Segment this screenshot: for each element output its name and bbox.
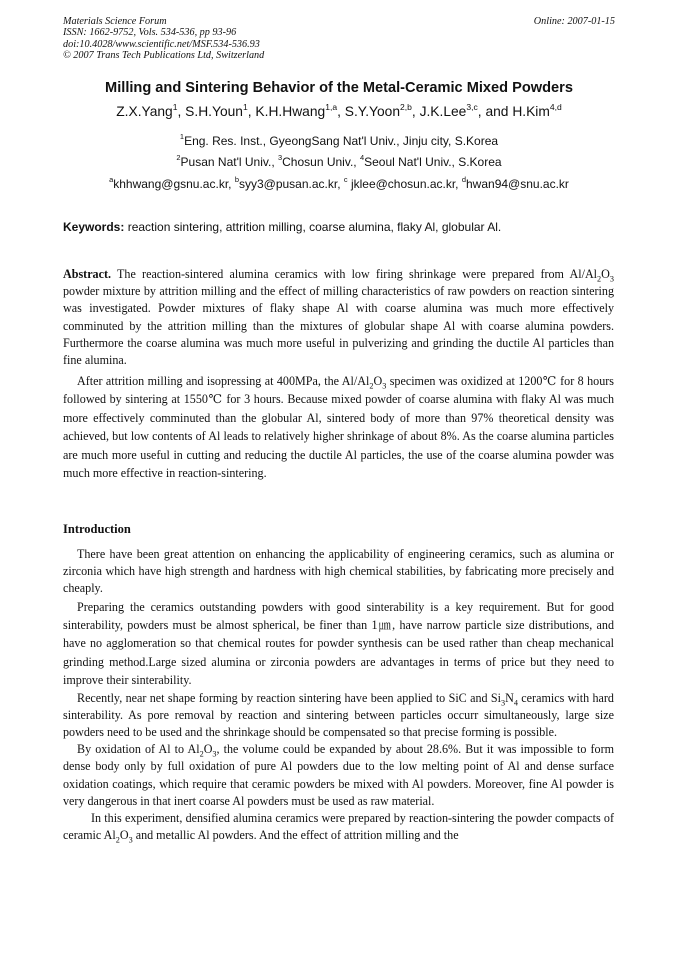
text-run: specimen was oxidized at 1200℃ for 8 hours followed by sintering at 1550℃ for 3 hours. Because mixed powder of coarse alumina with flaky Al was much more effectively comminuted than the globular Al, sintered body of more than 97% theoretical density was achieved, but low contents of Al leads to relatively higher shrinkage of about 8%. As the coarse alumina particles are much more useful in cutting and reducing the ductile Al particles, the use of the coarse alumina powder was much more effective in reaction-sintering.: [63, 374, 614, 481]
paper-title: Milling and Sintering Behavior of the Metal-Ceramic Mixed Powders: [105, 80, 573, 96]
subscript: 4: [513, 698, 518, 708]
text-run: and metallic Al powders. And the effect of attrition milling and the: [132, 828, 459, 843]
subscript: 3: [128, 835, 133, 845]
text-run: Recently, near net shape forming by reaction sintering have been applied to SiC and Si: [77, 690, 501, 705]
subscript: 2: [369, 381, 374, 391]
text-run: powder mixture by attrition milling and the effect of milling characteristics of raw powders on reaction sintering was investigated. Powder mixtures of flaky shape Al with coarse alumina was much more effectively comminuted by the attrition milling than the mixtures of globular shape Al with coarse alumina powders. Furthermore the coarse alumina was much more useful in pulverizing and grinding the ductile Al particles than fine alumina.: [63, 284, 614, 368]
subscript: 2: [199, 749, 204, 759]
subscript: 3: [501, 698, 506, 708]
author-sup: 4,d: [549, 101, 562, 112]
text-run: O: [119, 828, 129, 843]
text-run: By oxidation of Al to Al: [77, 742, 200, 757]
subscript: 2: [597, 274, 602, 284]
keywords: [63, 220, 623, 234]
issn-line: ISSN: 1662-9752, Vols. 534-536, pp 93-96: [63, 27, 237, 39]
intro-paragraph-5: [63, 810, 614, 844]
text-run: ceramics with hard sinterability. As pore removal by reaction and sintering between particles occurr simultaneously, large size powders need to be used and the shrinkage should be compensated so that precise forming is possible.: [63, 690, 614, 740]
intro-paragraph-2: Preparing the ceramics outstanding powders with good sinterability is a key requirement. But for good sinterability, powders must be almost spherical, be finer than 1㎛, have narrow particle size distributions, and have no agglomeration so that chemical routes for powder synthesis can be used rather than cheap mechanical grinding method.Large sized alumina or zirconia powders are advantages in terms of price but they need to improve their sinterability.: [63, 599, 614, 688]
author-sup: 1,a: [325, 101, 338, 112]
journal-name: Materials Science Forum: [63, 16, 167, 27]
affiliation-text: Seoul Nat'l Univ., S.Korea: [364, 155, 502, 169]
email-line: $^a$khhwang@gsnu.ac.kr, $^b$syy3@pusan.ac.kr, $^c$ jklee@chosun.ac.kr, $^d$hwan94@snu.ac.kr: [109, 175, 569, 191]
subscript: 3: [609, 274, 614, 284]
text-run: O: [203, 742, 213, 757]
text-run: In this experiment, densified alumina ceramics were prepared by reaction-sintering the powder compacts of ceramic Al: [63, 811, 614, 843]
journal-header: [63, 16, 615, 61]
email-link[interactable]: hwan94@snu.ac.kr: [466, 177, 569, 191]
subscript: 3: [212, 749, 217, 759]
intro-paragraph-1: There have been great attention on enhancing the applicability of engineering ceramics, such as alumina or zirconia which have high strength and hardness with high chemical stabilities, by fabricating more precisely and cheaply.: [63, 547, 614, 596]
author-list: Z.X.Yang$^1$, S.H.Youn$^1$, K.H.Hwang$^{1,a}$, S.Y.Yoon$^{2,b}$, J.K.Lee$^{3,c}$, and H.Kim$^{4,d}$: [116, 101, 562, 119]
author-name: S.H.Youn: [185, 104, 243, 119]
text-run: The reaction-sintered alumina ceramics with low firing shrinkage were prepared from Al/Al: [117, 267, 598, 281]
abstract-paragraph-1: [63, 266, 614, 369]
doi-line: doi:10.4028/www.scientific.net/MSF.534-536.93: [63, 38, 260, 50]
abstract-label: Abstract.: [63, 267, 112, 281]
abstract-paragraph-2: [63, 372, 614, 482]
author-name: J.K.Lee: [419, 104, 467, 119]
online-date: Online: 2007-01-15: [533, 16, 615, 27]
text-run: N: [505, 690, 514, 705]
subscript: 2: [115, 835, 120, 845]
author-name: Z.X.Yang: [116, 104, 173, 119]
affiliation-text: Pusan Nat'l Univ.,: [180, 155, 275, 169]
authors-and: and: [485, 104, 509, 119]
intro-paragraph-3: [63, 690, 614, 742]
copyright-line: © 2007 Trans Tech Publications Ltd, Switzerland: [63, 49, 265, 61]
affiliation-1: $^1$Eng. Res. Inst., GyeongSang Nat'l Univ., Jinju city, S.Korea: [179, 132, 499, 148]
keywords-text: reaction sintering, attrition milling, coarse alumina, flaky Al, globular Al.: [127, 220, 502, 234]
author-sup: 2,b: [400, 101, 412, 112]
author-sup: 3,c: [466, 101, 478, 112]
author-name: S.Y.Yoon: [344, 104, 400, 119]
author-name: K.H.Hwang: [255, 104, 326, 119]
section-heading-introduction: Introduction: [63, 522, 131, 536]
affiliation-2: $^2$Pusan Nat'l Univ., $^3$Chosun Univ., $^4$Seoul Nat'l Univ., S.Korea: [176, 153, 502, 169]
email-link[interactable]: khhwang@gsnu.ac.kr,: [113, 177, 232, 191]
intro-paragraph-4: [63, 741, 614, 810]
author-sup: 1: [242, 101, 248, 112]
affiliation-text: Chosun Univ.,: [282, 155, 357, 169]
email-link[interactable]: syy3@pusan.ac.kr,: [238, 177, 341, 191]
author-name: H.Kim: [512, 104, 550, 119]
introduction-body: [63, 546, 614, 844]
keywords-label: Keywords:: [63, 220, 125, 234]
text-run: , the volume could be expanded by about 28.6%. But it was impossible to form dense body only by full oxidation of pure Al powders due to the low melting point of Al and dense surface oxidation coatings, which require that ceramic powders be mixed with Al powders. Moreover, fine Al powder is very dangerous in that inert coarse Al powders must be used as raw material.: [63, 742, 615, 808]
subscript: 3: [382, 381, 387, 391]
affiliation-text: Eng. Res. Inst., GyeongSang Nat'l Univ., Jinju city, S.Korea: [184, 134, 499, 148]
text-run: O: [601, 267, 610, 281]
text-run: After attrition milling and isopressing at 400MPa, the Al/Al: [77, 374, 370, 388]
author-sup: 1: [172, 101, 178, 112]
text-run: O: [373, 374, 383, 388]
email-link[interactable]: jklee@chosun.ac.kr,: [350, 177, 459, 191]
